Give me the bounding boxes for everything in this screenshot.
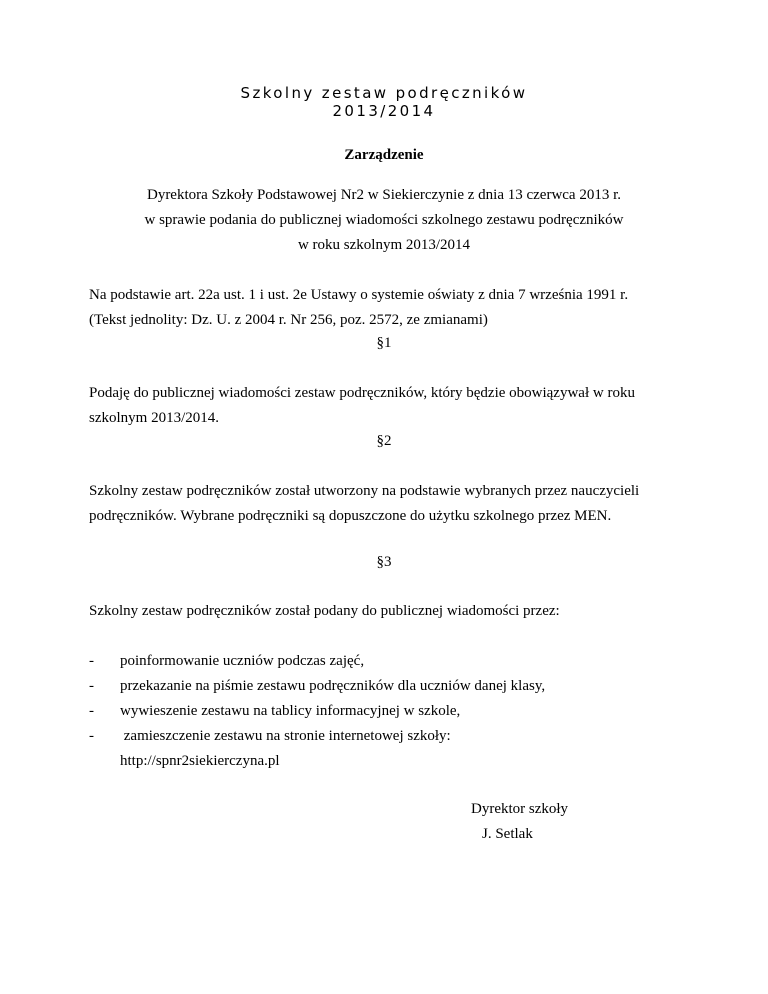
section-2-text: podręczników. Wybrane podręczniki są dopuszczone do użytku szkolnego przez MEN. xyxy=(89,508,612,524)
bullet-marker: - xyxy=(89,653,94,669)
section-3-text: Szkolny zestaw podręczników został podany do publicznej wiadomości przez: xyxy=(89,603,560,619)
document-heading: Zarządzenie xyxy=(344,147,424,163)
list-item-text: wywieszenie zestawu na tablicy informacyjnej w szkole, xyxy=(120,703,461,719)
basis-line: Na podstawie art. 22a ust. 1 i ust. 2e Ustawy o systemie oświaty z dnia 7 września 1991 r. xyxy=(89,287,629,303)
section-1-text: Podaję do publicznej wiadomości zestaw podręczników, który będzie obowiązywał w roku xyxy=(89,385,635,401)
intro-line: w roku szkolnym 2013/2014 xyxy=(297,237,471,253)
section-mark-3: §3 xyxy=(376,554,392,570)
section-mark-1: §1 xyxy=(376,335,392,351)
signature-role: Dyrektor szkoły xyxy=(471,801,569,817)
basis-line: (Tekst jednolity: Dz. U. z 2004 r. Nr 256, poz. 2572, ze zmianami) xyxy=(89,312,488,328)
document-title: Szkolny zestaw podręczników xyxy=(240,84,528,102)
bullet-marker: - xyxy=(89,678,94,694)
document-year: 2013/2014 xyxy=(332,102,436,120)
school-url: http://spnr2siekierczyna.pl xyxy=(120,753,280,769)
intro-line: Dyrektora Szkoły Podstawowej Nr2 w Siekierczynie z dnia 13 czerwca 2013 r. xyxy=(146,187,622,203)
section-1-text: szkolnym 2013/2014. xyxy=(89,410,219,426)
section-mark-2: §2 xyxy=(376,433,392,449)
section-2-text: Szkolny zestaw podręczników został utworzony na podstawie wybranych przez nauczycieli xyxy=(89,483,640,499)
list-item-text: zamieszczenie zestawu na stronie internetowej szkoły: xyxy=(120,728,451,744)
bullet-marker: - xyxy=(89,703,94,719)
bullet-marker: - xyxy=(89,728,94,744)
list-item-text: przekazanie na piśmie zestawu podręczników dla uczniów danej klasy, xyxy=(120,678,546,694)
intro-line: w sprawie podania do publicznej wiadomości szkolnego zestawu podręczników xyxy=(144,212,624,228)
signature-name: J. Setlak xyxy=(482,826,533,842)
list-item-text: poinformowanie uczniów podczas zajęć, xyxy=(120,653,365,669)
